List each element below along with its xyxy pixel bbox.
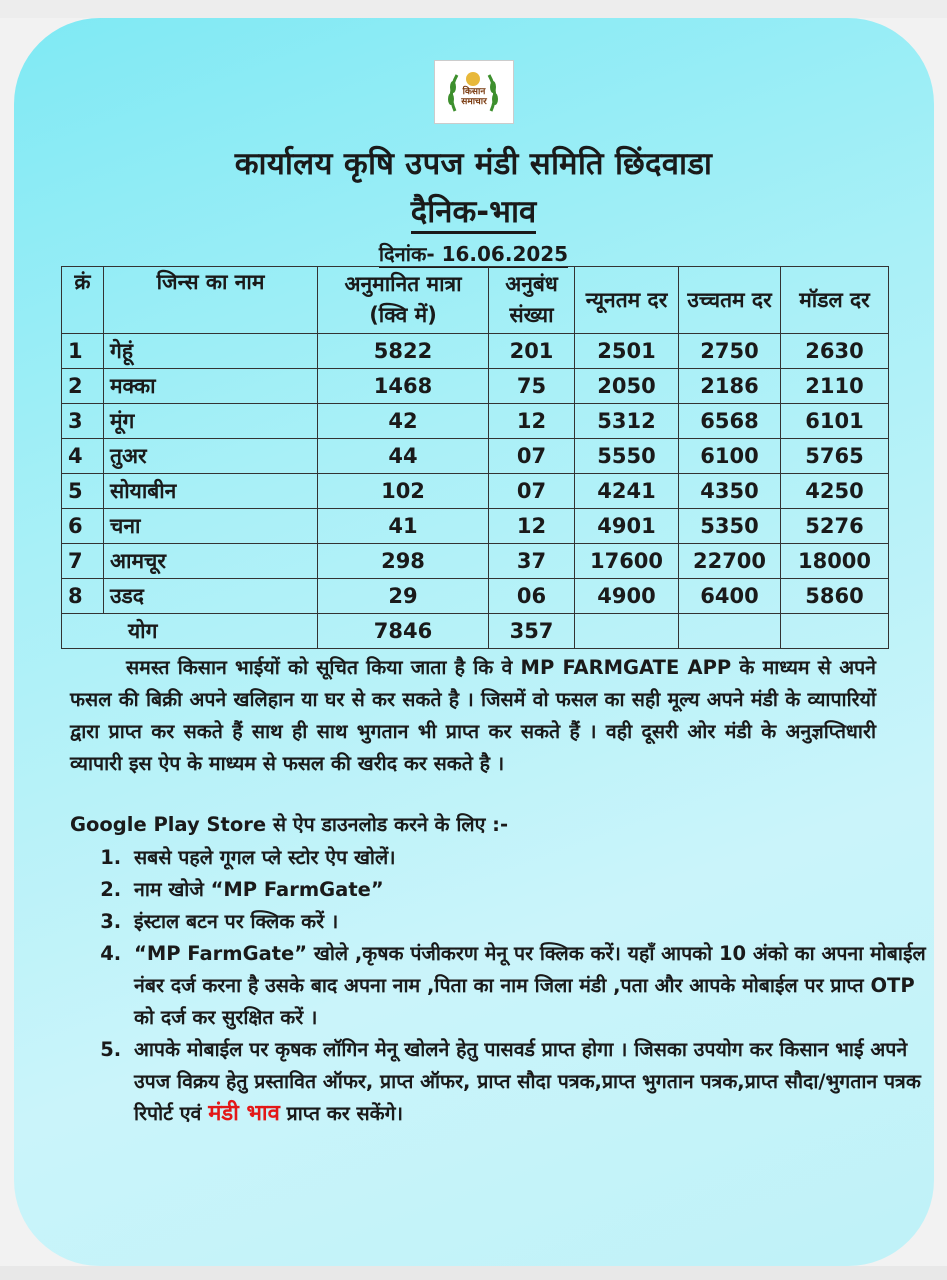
cell-min-rate: 4241: [575, 474, 679, 509]
cell-contracts: 07: [489, 439, 575, 474]
cell-sn: 8: [62, 579, 104, 614]
cell-max-rate: 2750: [679, 334, 781, 369]
cell-contracts: 07: [489, 474, 575, 509]
logo-text-line2: समाचार: [461, 97, 487, 107]
cell-max-rate: 22700: [679, 544, 781, 579]
table-row: [62, 439, 889, 474]
logo-text: [435, 87, 513, 107]
cell-min-rate: 17600: [575, 544, 679, 579]
cell-name: आमचूर: [104, 544, 318, 579]
cell-sn: 6: [62, 509, 104, 544]
cell-qty: 42: [318, 404, 489, 439]
cell-modal-rate: 6101: [781, 404, 889, 439]
cell-max-rate: 2186: [679, 369, 781, 404]
date-text: दिनांक- 16.06.2025: [378, 242, 569, 266]
cell-sn: 3: [62, 404, 104, 439]
cell-modal-rate: 5765: [781, 439, 889, 474]
cell-qty: 29: [318, 579, 489, 614]
notice-text: समस्त किसान भाईयों को सूचित किया जाता है कि वे MP FARMGATE APP के माध्यम से अपने फसल की बिक्री अपने खलिहान या घर से कर सकते है । जिसमें वो फसल का सही मूल्य अपने मंडी के व्यापारियों द्वारा प्राप्त कर सकते हैं साथ ही साथ भुगतान भी प्राप्त कर सकते हैं । वही दूसरी ओर मंडी के अनुज्ञप्तिधारी व्यापारी इस ऐप के माध्यम से फसल की खरीद कर सकते है ।: [70, 656, 876, 775]
page-title: कार्यालय कृषि उपज मंडी समिति छिंदवाडा: [234, 146, 713, 182]
cell-sn: 2: [62, 369, 104, 404]
cell-min-rate: 5550: [575, 439, 679, 474]
cell-modal-rate: 4250: [781, 474, 889, 509]
cell-min-rate: 2501: [575, 334, 679, 369]
cell-qty: 298: [318, 544, 489, 579]
total-qty: 7846: [318, 614, 489, 649]
col-header-modal-rate: मॉडल दर: [781, 267, 889, 334]
cell-contracts: 12: [489, 404, 575, 439]
cell-modal-rate: 5276: [781, 509, 889, 544]
cell-min-rate: 4901: [575, 509, 679, 544]
cell-min-rate: 2050: [575, 369, 679, 404]
report-date: [0, 240, 947, 267]
step5-text-end: प्राप्त कर सकेंगे।: [279, 1102, 403, 1125]
cell-contracts: 75: [489, 369, 575, 404]
table-header-row: [62, 267, 889, 334]
cell-max-rate: 5350: [679, 509, 781, 544]
cell-max-rate: 6568: [679, 404, 781, 439]
top-strip: [0, 0, 947, 18]
logo-text-line1: किसान: [462, 87, 486, 97]
page-subtitle: [0, 190, 947, 232]
step5-text: आपके मोबाईल पर कृषक लॉगिन मेनू खोलने हेतु पासवर्ड प्राप्त होगा । जिसका उपयोग कर किसान भाई अपने उपज विक्रय हेतु प्रस्तावित ऑफर, प्राप्त ऑफर, प्राप्त सौदा पत्रक,प्राप्त भुगतान पत्रक,प्राप्त सौदा/भुगतान पत्रक रिपोर्ट एवं: [134, 1038, 921, 1125]
cell-qty: 102: [318, 474, 489, 509]
cell-max-rate: 6100: [679, 439, 781, 474]
cell-qty: 41: [318, 509, 489, 544]
cell-modal-rate: 18000: [781, 544, 889, 579]
table-row: [62, 579, 889, 614]
col-header-qty: अनुमानित मात्रा (क्वि में): [318, 267, 489, 334]
cell-max-rate: 6400: [679, 579, 781, 614]
step-item: 3. इंस्टाल बटन पर क्लिक करें ।: [128, 906, 934, 938]
step-item: 4. “MP FarmGate” खोले ,कृषक पंजीकरण मेनू पर क्लिक करें। यहाँ आपको 10 अंको का अपना मोबाईल नंबर दर्ज करना है उसके बाद अपना नाम ,पिता का नाम जिला मंडी ,पता और आपके मोबाईल पर प्राप्त OTP को दर्ज कर सुरक्षित करें ।: [128, 938, 934, 1034]
col-header-contracts: अनुबंध संख्या: [489, 267, 575, 334]
total-empty-cell: [781, 614, 889, 649]
subtitle-text: दैनिक-भाव: [411, 194, 536, 234]
cell-contracts: 37: [489, 544, 575, 579]
cell-modal-rate: 5860: [781, 579, 889, 614]
cell-name: तुअर: [104, 439, 318, 474]
cell-name: गेहूं: [104, 334, 318, 369]
kisan-samachar-logo: [434, 60, 514, 124]
col-header-sn: क्रं: [62, 267, 104, 334]
cell-max-rate: 4350: [679, 474, 781, 509]
bottom-strip: [0, 1266, 947, 1280]
cell-sn: 5: [62, 474, 104, 509]
cell-min-rate: 4900: [575, 579, 679, 614]
farmgate-notice-paragraph: [70, 652, 876, 780]
cell-qty: 5822: [318, 334, 489, 369]
cell-name: सोयाबीन: [104, 474, 318, 509]
cell-qty: 44: [318, 439, 489, 474]
col-header-name: जिन्स का नाम: [104, 267, 318, 334]
total-label-text: योग: [128, 619, 158, 643]
table-row: [62, 509, 889, 544]
table-total-row: [62, 614, 889, 649]
table-row: [62, 404, 889, 439]
col-header-max-rate: उच्चतम दर: [679, 267, 781, 334]
cell-contracts: 201: [489, 334, 575, 369]
col-header-min-rate: न्यूनतम दर: [575, 267, 679, 334]
total-label: [62, 614, 318, 649]
mandi-bhav-highlight: मंडी भाव: [208, 1101, 280, 1126]
cell-sn: 4: [62, 439, 104, 474]
download-steps-list: [70, 842, 934, 1130]
table-row: [62, 334, 889, 369]
cell-name: मक्का: [104, 369, 318, 404]
cell-qty: 1468: [318, 369, 489, 404]
cell-min-rate: 5312: [575, 404, 679, 439]
step-item: 2. नाम खोजे “MP FarmGate”: [128, 874, 934, 906]
step-item: [128, 1034, 934, 1130]
total-contracts: 357: [489, 614, 575, 649]
table-row: [62, 369, 889, 404]
cell-sn: 7: [62, 544, 104, 579]
cell-contracts: 12: [489, 509, 575, 544]
cell-sn: 1: [62, 334, 104, 369]
cell-name: उडद: [104, 579, 318, 614]
table-row: [62, 544, 889, 579]
total-empty-cell: [679, 614, 781, 649]
mandi-rates-table: [61, 266, 889, 649]
cell-name: मूंग: [104, 404, 318, 439]
total-empty-cell: [575, 614, 679, 649]
download-heading: Google Play Store से ऐप डाउनलोड करने के लिए :-: [70, 813, 509, 836]
cell-name: चना: [104, 509, 318, 544]
step-item: 1. सबसे पहले गूगल प्ले स्टोर ऐप खोलें।: [128, 842, 934, 874]
cell-modal-rate: 2110: [781, 369, 889, 404]
cell-modal-rate: 2630: [781, 334, 889, 369]
table-row: [62, 474, 889, 509]
cell-contracts: 06: [489, 579, 575, 614]
